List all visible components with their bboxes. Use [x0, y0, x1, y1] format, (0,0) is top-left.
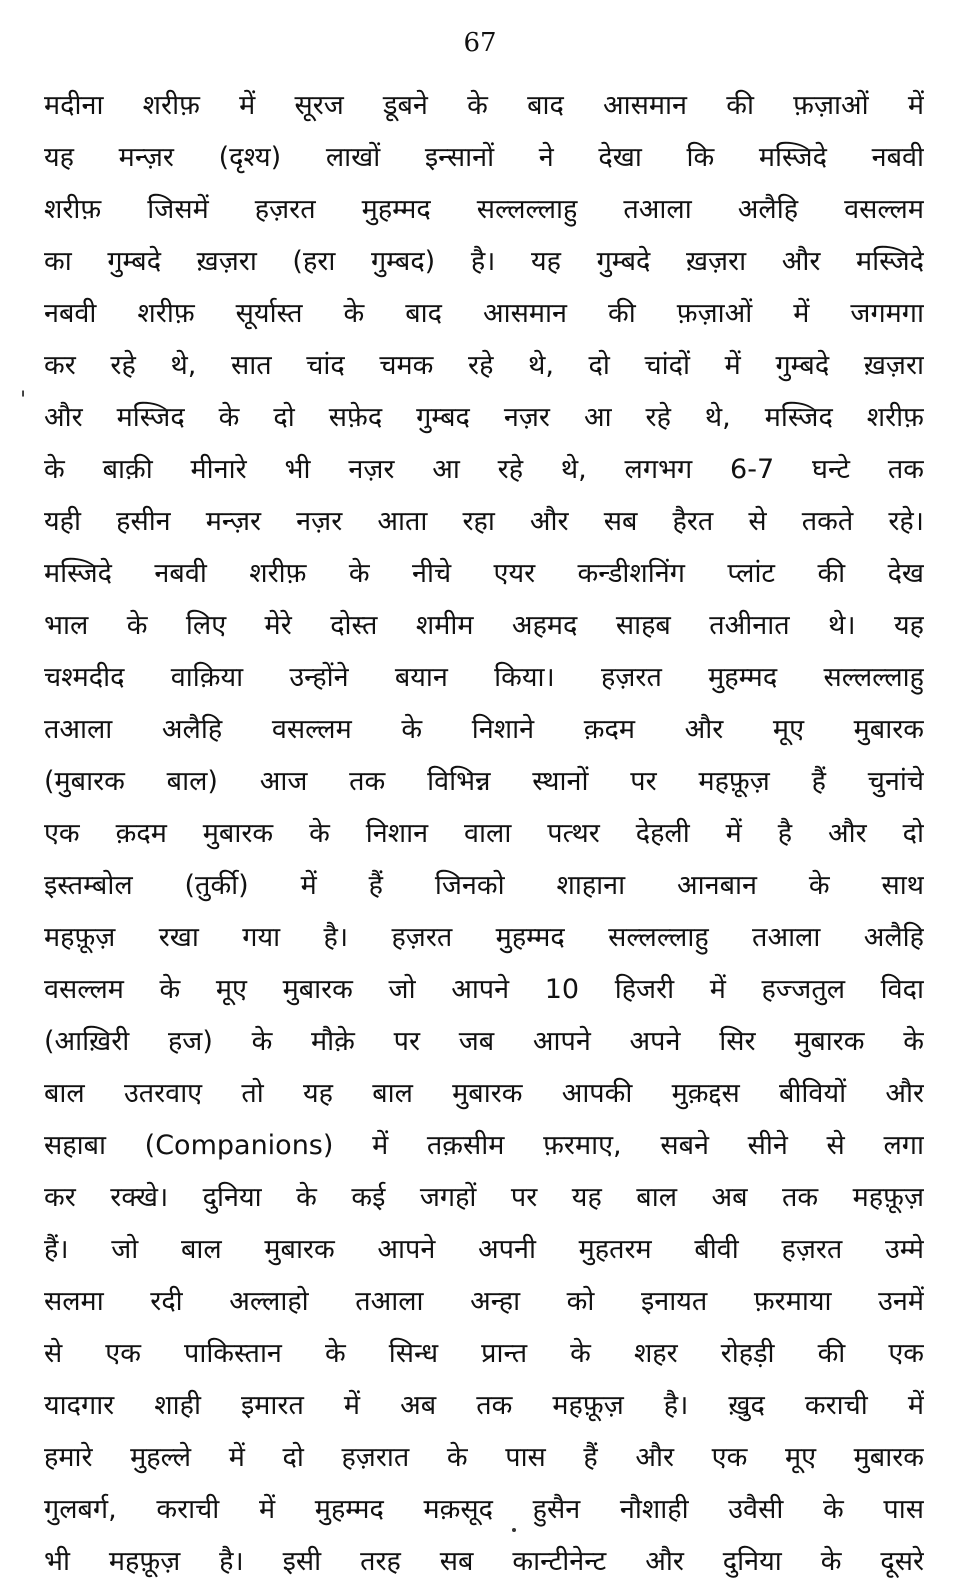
text-line: यह मन्ज़र (दृश्य) लाखों इन्सानों ने देखा कि मस्जिदे नबवी	[44, 142, 924, 173]
scan-speck	[512, 1528, 516, 1532]
text-line: (आख़िरी हज) के मौक़े पर जब आपने अपने सिर मुबारक के	[44, 1026, 924, 1057]
text-line: शरीफ़ जिसमें हज़रत मुहम्मद सल्लल्लाहु तआला अलैहि वसल्लम	[44, 194, 924, 225]
text-line: यही हसीन मन्ज़र नज़र आता रहा और सब हैरत से तकते रहे।	[44, 506, 924, 537]
text-line: महफ़ूज़ रखा गया है। हज़रत मुहम्मद सल्लल्लाहु तआला अलैहि	[44, 922, 924, 953]
text-line: मस्जिदे नबवी शरीफ़ के नीचे एयर कन्डीशनिंग प्लांट की देख	[44, 558, 924, 589]
text-line: यादगार शाही इमारत में अब तक महफ़ूज़ है। ख़ुद कराची में	[44, 1390, 924, 1421]
text-line: का गुम्बदे ख़ज़रा (हरा गुम्बद) है। यह गुम्बदे ख़ज़रा और मस्जिदे	[44, 246, 924, 277]
text-line: नबवी शरीफ़ सूर्यास्त के बाद आसमान की फ़ज़ाओं में जगमगा	[44, 298, 924, 329]
text-line: एक क़दम मुबारक के निशान वाला पत्थर देहली में है और दो	[44, 818, 924, 849]
text-line: बाल उतरवाए तो यह बाल मुबारक आपकी मुक़द्दस बीवियों और	[44, 1078, 924, 1109]
body-text	[44, 80, 924, 1588]
text-line: भी महफ़ूज़ है। इसी तरह सब कान्टीनेन्ट और दुनिया के दूसरे	[44, 1546, 924, 1577]
text-line: चश्मदीद वाक़िया उन्होंने बयान किया। हज़रत मुहम्मद सल्लल्लाहु	[44, 662, 924, 693]
text-line: से एक पाकिस्तान के सिन्ध प्रान्त के शहर रोहड़ी की एक	[44, 1338, 924, 1369]
text-line: हमारे मुहल्ले में दो हज़रात के पास हैं और एक मूए मुबारक	[44, 1442, 924, 1473]
text-line: (मुबारक बाल) आज तक विभिन्न स्थानों पर महफ़ूज़ हैं चुनांचे	[44, 766, 924, 797]
text-line: हैं। जो बाल मुबारक आपने अपनी मुहतरम बीवी हज़रत उम्मे	[44, 1234, 924, 1265]
text-line: सलमा रदी अल्लाहो तआला अन्हा को इनायत फ़रमाया उनमें	[44, 1286, 924, 1317]
text-line: इस्तम्बोल (तुर्की) में हैं जिनको शाहाना आनबान के साथ	[44, 870, 924, 901]
text-line: गुलबर्ग, कराची में मुहम्मद मक़सूद हुसैन नौशाही उवैसी के पास	[44, 1494, 924, 1525]
text-line: तआला अलैहि वसल्लम के निशाने क़दम और मूए मुबारक	[44, 714, 924, 745]
text-line: कर रक्खे। दुनिया के कई जगहों पर यह बाल अब तक महफ़ूज़	[44, 1182, 924, 1213]
text-line: मदीना शरीफ़ में सूरज डूबने के बाद आसमान की फ़ज़ाओं में	[44, 90, 924, 121]
text-line: और मस्जिद के दो सफ़ेद गुम्बद नज़र आ रहे थे, मस्जिद शरीफ़	[44, 402, 924, 433]
text-line: भाल के लिए मेरे दोस्त शमीम अहमद साहब तअीनात थे। यह	[44, 610, 924, 641]
text-line: के बाक़ी मीनारे भी नज़र आ रहे थे, लगभग 6-7 घन्टे तक	[44, 454, 924, 485]
text-line: वसल्लम के मूए मुबारक जो आपने 10 हिजरी में हज्जतुल विदा	[44, 974, 924, 1005]
text-line: सहाबा (Companions) में तक़सीम फ़रमाए, सबने सीने से लगा	[44, 1130, 924, 1161]
page-number: 67	[463, 28, 497, 58]
margin-mark: '	[20, 388, 27, 413]
text-line: कर रहे थे, सात चांद चमक रहे थे, दो चांदों में गुम्बदे ख़ज़रा	[44, 350, 924, 381]
